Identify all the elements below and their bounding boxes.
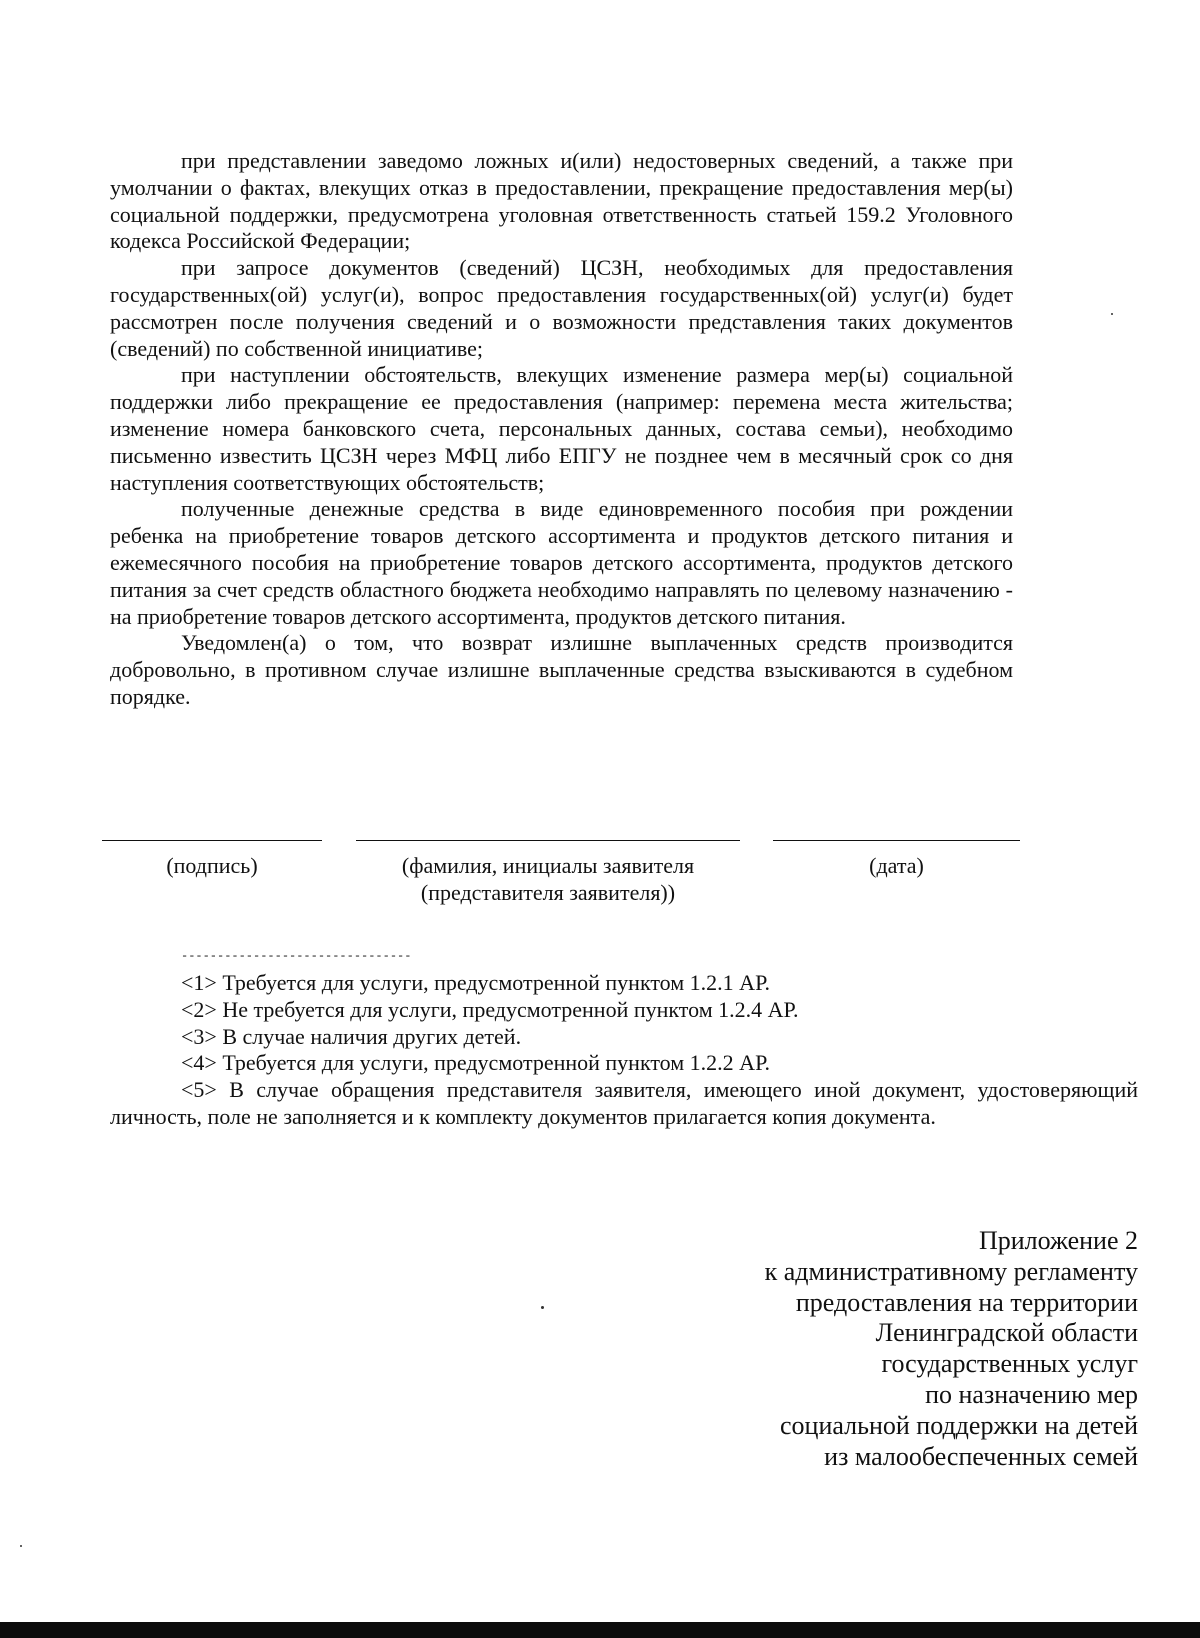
name-caption-line2: (представителя заявителя)) (420, 879, 676, 905)
appendix-line: Ленинградской области (875, 1318, 1138, 1348)
appendix-line: из малообеспеченных семей (824, 1441, 1138, 1471)
footnote-item: <4> Требуется для услуги, предусмотренной пунктом 1.2.2 АР. (181, 1050, 771, 1076)
paragraph-circumstances-change: при наступлении обстоятельств, влекущих изменение размера мер(ы) социальной поддержки либо прекращение ее предоставления (например: перемена места жительства; изменение номера банковского счета, персональных данных, состава семьи), необходимо письменно известить ЦСЗН через МФЦ либо ЕПГУ не позднее чем в месячный срок со дня наступления соответствующих обстоятельств; (110, 362, 1013, 495)
appendix-heading (578, 1226, 1138, 1472)
name-line (356, 840, 740, 841)
date-line (773, 840, 1020, 841)
signature-line (102, 840, 322, 841)
signature-block (0, 840, 1200, 920)
appendix-line: Приложение 2 (978, 1226, 1138, 1255)
appendix-line: социальной поддержки на детей (779, 1410, 1138, 1440)
notice-body (110, 148, 1013, 711)
name-caption-line1: (фамилия, инициалы заявителя (401, 853, 695, 878)
footnotes (110, 950, 1138, 1131)
appendix-line: предоставления на территории (795, 1287, 1138, 1317)
signature-caption: (подпись) (166, 853, 258, 878)
paragraph-funds-purpose: полученные денежные средства в виде единовременного пособия при рождении ребенка на приобретение товаров детского ассортимента и продуктов детского питания и ежемесячного пособия на приобретение товаров детского ассортимента, продуктов детского питания за счет средств областного бюджета необходимо направлять по целевому назначению - на приобретение товаров детского ассортимента, продуктов детского питания. (110, 496, 1013, 629)
paragraph-document-request: при запросе документов (сведений) ЦСЗН, необходимых для предоставления государственных(ой) услуг(и), вопрос предоставления государственных(ой) услуг(и) будет рассмотрен после получения сведений и о возможности представления таких документов (сведений) по собственной инициативе; (110, 255, 1013, 361)
appendix-line: по назначению мер (925, 1379, 1138, 1409)
paragraph-refund-notice: Уведомлен(а) о том, что возврат излишне выплаченных средств производится добровольно, в противном случае излишне выплаченные средства взыскиваются в судебном порядке. (110, 630, 1013, 709)
footnote-separator: -------------------------------- (181, 950, 412, 962)
scan-bottom-edge (0, 1622, 1200, 1638)
footnote-item: <3> В случае наличия других детей. (181, 1023, 522, 1049)
scan-speck (20, 1545, 22, 1547)
footnote-item: <1> Требуется для услуги, предусмотренной пунктом 1.2.1 АР. (181, 970, 771, 995)
appendix-line: государственных услуг (881, 1349, 1138, 1379)
footnote-item: <5> В случае обращения представителя заявителя, имеющего иной документ, удостоверяющий личность, поле не заполняется и к комплекту документов прилагается копия документа. (110, 1077, 1138, 1129)
scan-speck (1111, 313, 1113, 315)
date-caption: (дата) (869, 853, 924, 878)
appendix-line: к административному регламенту (764, 1256, 1138, 1286)
scan-speck (541, 1306, 544, 1309)
paragraph-false-info: при представлении заведомо ложных и(или) недостоверных сведений, а также при умолчании о фактах, влекущих отказ в предоставлении, прекращение предоставления мер(ы) социальной поддержки, предусмотрена уголовная ответственность статьей 159.2 Уголовного кодекса Российской Федерации; (110, 148, 1013, 254)
name-caption (356, 853, 740, 907)
footnote-item: <2> Не требуется для услуги, предусмотренной пунктом 1.2.4 АР. (181, 996, 799, 1022)
